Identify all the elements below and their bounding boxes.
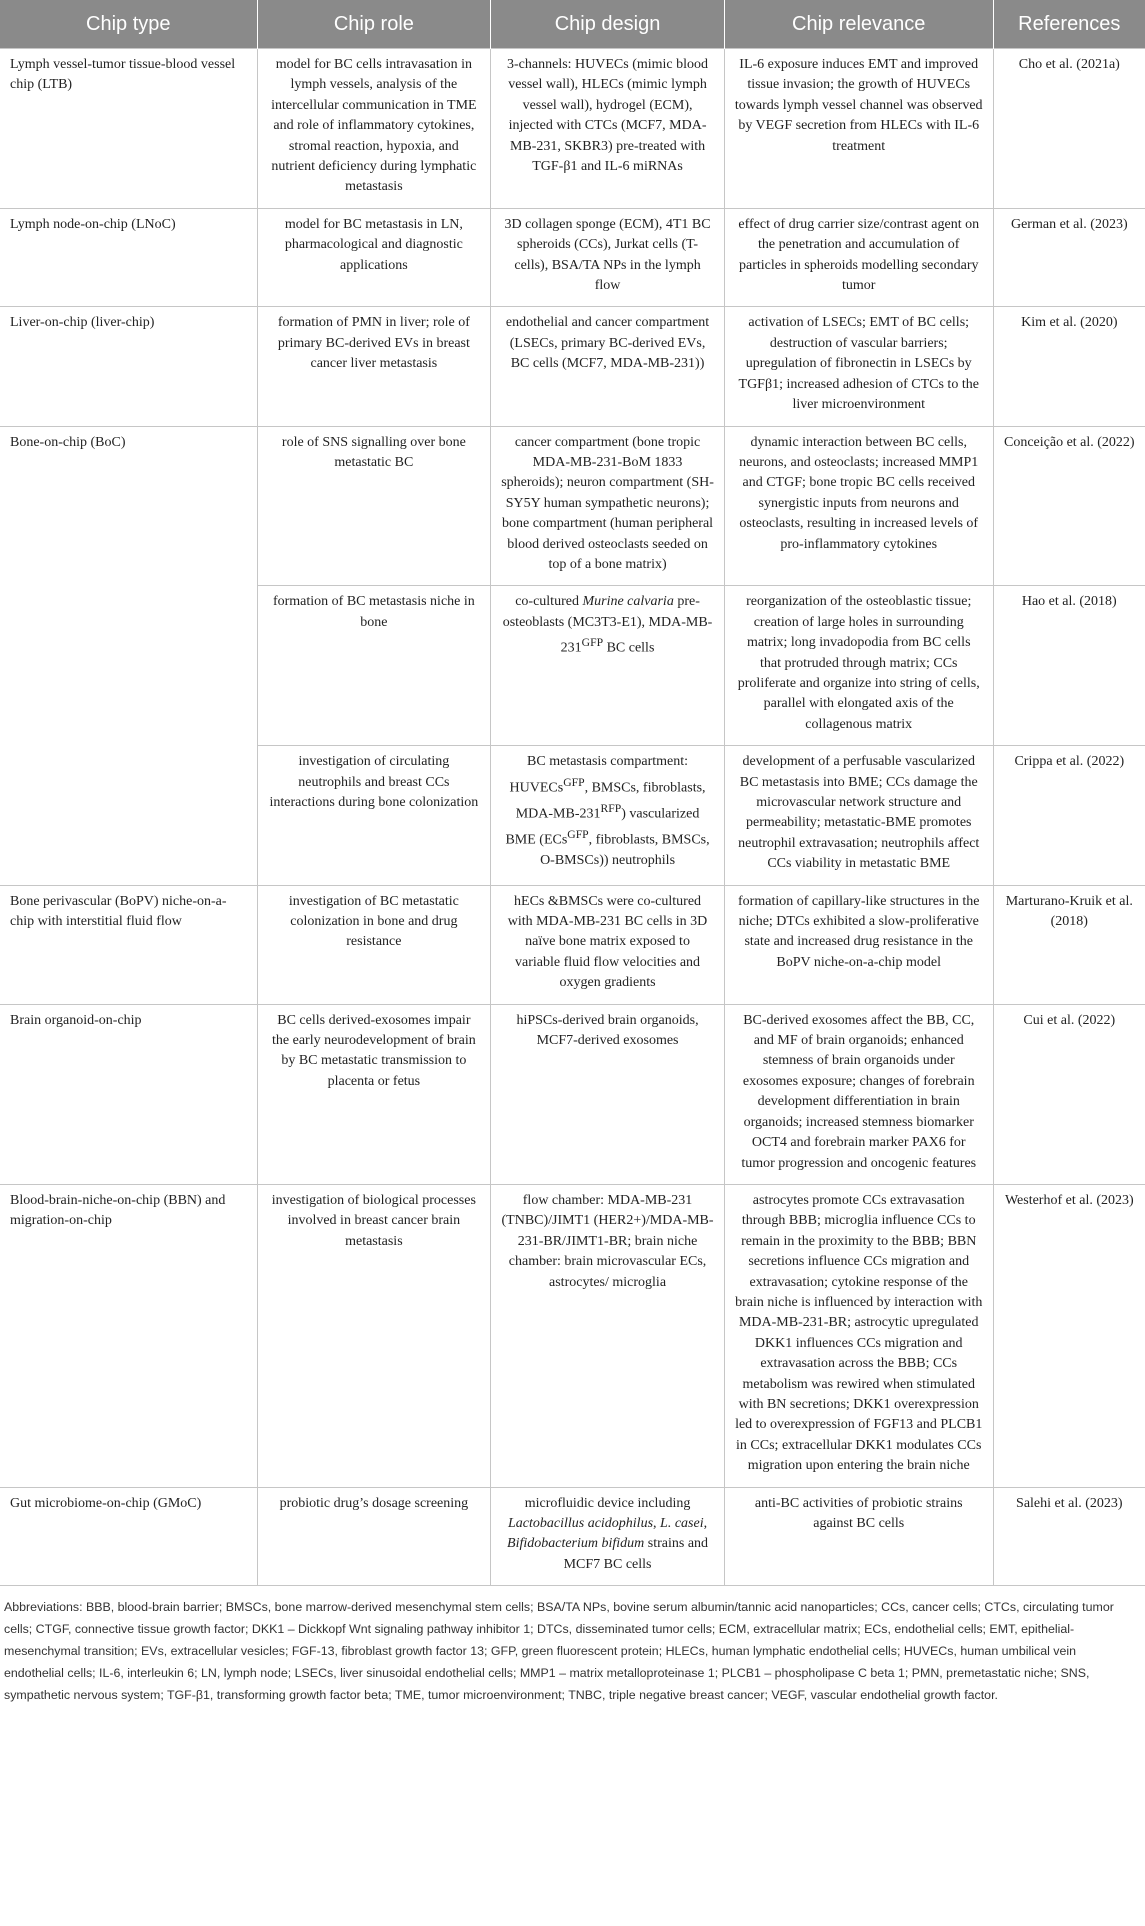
design-species-text: L. casei bbox=[660, 1516, 704, 1531]
table-row bbox=[0, 208, 1145, 307]
chip-type-cell: Gut microbiome-on-chip (GMoC) bbox=[0, 1487, 257, 1586]
chip-relevance-cell: anti-BC activities of probiotic strains against BC cells bbox=[724, 1487, 993, 1586]
column-header-chip-design: Chip design bbox=[491, 0, 725, 49]
chip-design-cell: hiPSCs-derived brain organoids, MCF7-derived exosomes bbox=[491, 1004, 725, 1184]
column-header-references: References bbox=[993, 0, 1145, 49]
reference-cell: Cui et al. (2022) bbox=[993, 1004, 1145, 1184]
design-superscript: RFP bbox=[600, 801, 622, 815]
chip-type-cell: Liver-on-chip (liver-chip) bbox=[0, 307, 257, 426]
table-row bbox=[0, 426, 1145, 586]
chip-role-cell: formation of BC metastasis niche in bone bbox=[257, 586, 491, 746]
reference-cell: Cho et al. (2021a) bbox=[993, 49, 1145, 209]
design-superscript: GFP bbox=[567, 827, 589, 841]
chip-relevance-cell: astrocytes promote CCs extravasation through BBB; microglia influence CCs to remain in the proximity to the BBB; BBN secretions influence CCs migration and extravasation; cytokine response of the brain niche is influenced by interaction with MDA-MB-231-BR; astrocytic upregulated DKK1 influences CCs migration and extravasation across the BBB; CCs metabolism was rewired when stimulated with BN secretions; DKK1 overexpression led to overexpression of FGF13 and PLCB1 in CCs; extracellular DKK1 modulates CCs migration upon entering the brain niche bbox=[724, 1184, 993, 1487]
design-text: BC cells bbox=[603, 640, 655, 656]
design-species-text: Murine calvaria bbox=[582, 594, 674, 610]
design-text: , BMSCs, fibroblasts, MDA-MB-231 bbox=[515, 780, 706, 822]
table-row bbox=[0, 885, 1145, 1004]
chip-relevance-cell: activation of LSECs; EMT of BC cells; destruction of vascular barriers; upregulation of fibronectin in LSECs by TGFβ1; increased adhesion of CTCs to the liver microenvironment bbox=[724, 307, 993, 426]
table-body bbox=[0, 49, 1145, 1586]
chip-design-cell bbox=[491, 746, 725, 885]
reference-cell: Conceição et al. (2022) bbox=[993, 426, 1145, 586]
chip-design-cell bbox=[491, 586, 725, 746]
reference-cell: Kim et al. (2020) bbox=[993, 307, 1145, 426]
chip-role-cell: probiotic drug’s dosage screening bbox=[257, 1487, 491, 1586]
chip-relevance-cell: dynamic interaction between BC cells, neurons, and osteoclasts; increased MMP1 and CTGF; bone tropic BC cells received synergistic inputs from neurons and osteoclasts, resulting in increased levels of pro-inflammatory cytokines bbox=[724, 426, 993, 586]
chip-type-cell: Bone perivascular (BoPV) niche-on-a-chip with interstitial fluid flow bbox=[0, 885, 257, 1004]
chip-design-cell: hECs &BMSCs were co-cultured with MDA-MB-231 BC cells in 3D naïve bone matrix exposed to variable fluid flow velocities and oxygen gradients bbox=[491, 885, 725, 1004]
table-row bbox=[0, 1487, 1145, 1586]
table-row bbox=[0, 49, 1145, 209]
design-text: , bbox=[653, 1516, 661, 1531]
chip-role-cell: model for BC cells intravasation in lymph vessels, analysis of the intercellular communication in TME and role of inflammatory cytokines, stromal reaction, hypoxia, and nutrient deficiency during lymphatic metastasis bbox=[257, 49, 491, 209]
column-header-chip-type: Chip type bbox=[0, 0, 257, 49]
table-row bbox=[0, 1004, 1145, 1184]
chip-role-cell: formation of PMN in liver; role of primary BC-derived EVs in breast cancer liver metastasis bbox=[257, 307, 491, 426]
table-row bbox=[0, 1184, 1145, 1487]
design-text: microfluidic device including bbox=[524, 1495, 691, 1511]
chip-relevance-cell: IL-6 exposure induces EMT and improved tissue invasion; the growth of HUVECs towards lymph vessel channel was observed by VEGF secretion from HLECs with IL-6 treatment bbox=[724, 49, 993, 209]
column-header-chip-relevance: Chip relevance bbox=[724, 0, 993, 49]
reference-cell: Hao et al. (2018) bbox=[993, 586, 1145, 746]
reference-cell: Westerhof et al. (2023) bbox=[993, 1184, 1145, 1487]
chip-relevance-cell: BC-derived exosomes affect the BB, CC, and MF of brain organoids; enhanced stemness of brain organoids under exosomes exposure; changes of forebrain development differentiation in brain organoids; increased stemness biomarker OCT4 and forebrain marker PAX6 for tumor progression and oncogenic features bbox=[724, 1004, 993, 1184]
design-text: ) vascularized BME (ECs bbox=[505, 806, 700, 848]
design-text: strains and MCF7 BC cells bbox=[563, 1536, 709, 1572]
chip-relevance-cell: development of a perfusable vascularized BC metastasis into BME; CCs damage the microvascular network structure and permeability; metastatic-BME promotes neutrophil extravasation; neutrophils affect CCs viability in metastatic BME bbox=[724, 746, 993, 885]
chip-type-cell: Brain organoid-on-chip bbox=[0, 1004, 257, 1184]
chip-design-cell: flow chamber: MDA-MB-231 (TNBC)/JIMT1 (HER2+)/MDA-MB-231-BR/JIMT1-BR; brain niche chamber: brain microvascular ECs, astrocytes/ microglia bbox=[491, 1184, 725, 1487]
chip-role-cell: investigation of circulating neutrophils and breast CCs interactions during bone colonization bbox=[257, 746, 491, 885]
chip-relevance-cell: effect of drug carrier size/contrast agent on the penetration and accumulation of particles in spheroids modelling secondary tumor bbox=[724, 208, 993, 307]
chip-role-cell: role of SNS signalling over bone metastatic BC bbox=[257, 426, 491, 586]
chip-role-cell: BC cells derived-exosomes impair the early neurodevelopment of brain by BC metastatic transmission to placenta or fetus bbox=[257, 1004, 491, 1184]
chip-relevance-cell: reorganization of the osteoblastic tissue; creation of large holes in surrounding matrix; long invadopodia from BC cells that protruded through matrix; CCs proliferate and organize into string of cells, parallel with elongated axis of the collagenous matrix bbox=[724, 586, 993, 746]
chip-role-cell: model for BC metastasis in LN, pharmacological and diagnostic applications bbox=[257, 208, 491, 307]
chip-role-cell: investigation of BC metastatic colonization in bone and drug resistance bbox=[257, 885, 491, 1004]
table-header bbox=[0, 0, 1145, 49]
chip-design-cell: cancer compartment (bone tropic MDA-MB-231-BoM 1833 spheroids); neuron compartment (SH-SY5Y human sympathetic neurons); bone compartment (human peripheral blood derived osteoclasts seeded on top of a bone matrix) bbox=[491, 426, 725, 586]
chip-role-cell: investigation of biological processes involved in breast cancer brain metastasis bbox=[257, 1184, 491, 1487]
design-text: , bbox=[703, 1516, 708, 1531]
design-text: BC metastasis compartment: HUVECs bbox=[509, 754, 689, 796]
chip-type-cell: Blood-brain-niche-on-chip (BBN) and migration-on-chip bbox=[0, 1184, 257, 1487]
abbreviations-footnote: Abbreviations: BBB, blood-brain barrier; BMSCs, bone marrow-derived mesenchymal stem cells; BSA/TA NPs, bovine serum albumin/tannic acid nanoparticles; CCs, cancer cells; CTCs, circulating tumor cells; CTGF, connective tissue growth factor; DKK1 – Dickkopf Wnt signaling pathway inhibitor 1; DTCs, disseminated tumor cells; ECM, extracellular matrix; ECs, endothelial cells; EMT, epithelial-mesenchymal transition; EVs, extracellular vesicles; FGF-13, fibroblast growth factor 13; GFP, green fluorescent protein; HLECs, human lymphatic endothelial cells; HUVECs, human umbilical vein endothelial cells; IL-6, interleukin 6; LN, lymph node; LSECs, liver sinusoidal endothelial cells; MMP1 – matrix metalloproteinase 1; PLCB1 – phospholipase C beta 1; PMN, premetastatic niche; SNS, sympathetic nervous system; TGF-β1, transforming growth factor beta; TME, tumor microenvironment; TNBC, triple negative breast cancer; VEGF, vascular endothelial growth factor. bbox=[4, 1600, 1114, 1703]
reference-cell: Salehi et al. (2023) bbox=[993, 1487, 1145, 1586]
chip-design-cell: 3-channels: HUVECs (mimic blood vessel wall), HLECs (mimic lymph vessel wall), hydrogel (ECM), injected with CTCs (MCF7, MDA-MB-231, SKBR3) pre-treated with TGF-β1 and IL-6 miRNAs bbox=[491, 49, 725, 209]
chip-design-cell: endothelial and cancer compartment (LSECs, primary BC-derived EVs, BC cells (MCF7, MDA-MB-231)) bbox=[491, 307, 725, 426]
design-species-text: Lactobacillus acidophilus bbox=[507, 1516, 654, 1531]
chip-design-cell bbox=[491, 1487, 725, 1586]
reference-cell: Crippa et al. (2022) bbox=[993, 746, 1145, 885]
chip-type-cell: Lymph node-on-chip (LNoC) bbox=[0, 208, 257, 307]
reference-cell: Marturano-Kruik et al. (2018) bbox=[993, 885, 1145, 1004]
design-species-text: Bifidobacterium bifidum bbox=[507, 1536, 645, 1552]
reference-cell: German et al. (2023) bbox=[993, 208, 1145, 307]
design-text: co-cultured bbox=[515, 594, 583, 610]
column-header-chip-role: Chip role bbox=[257, 0, 491, 49]
chip-type-cell: Bone-on-chip (BoC) bbox=[0, 426, 257, 885]
chip-design-cell: 3D collagen sponge (ECM), 4T1 BC spheroids (CCs), Jurkat cells (T-cells), BSA/TA NPs in the lymph flow bbox=[491, 208, 725, 307]
design-text: pre-osteoblasts (MC3T3-E1), MDA-MB-231 bbox=[502, 594, 713, 656]
design-text: , fibroblasts, BMSCs, O-BMSCs)) neutrophils bbox=[540, 832, 710, 868]
chip-type-cell: Lymph vessel-tumor tissue-blood vessel chip (LTB) bbox=[0, 49, 257, 209]
design-superscript: GFP bbox=[563, 775, 585, 789]
chip-relevance-cell: formation of capillary-like structures in the niche; DTCs exhibited a slow-proliferative state and increased drug resistance in the BoPV niche-on-a-chip model bbox=[724, 885, 993, 1004]
design-superscript: GFP bbox=[581, 636, 604, 650]
table-row bbox=[0, 307, 1145, 426]
